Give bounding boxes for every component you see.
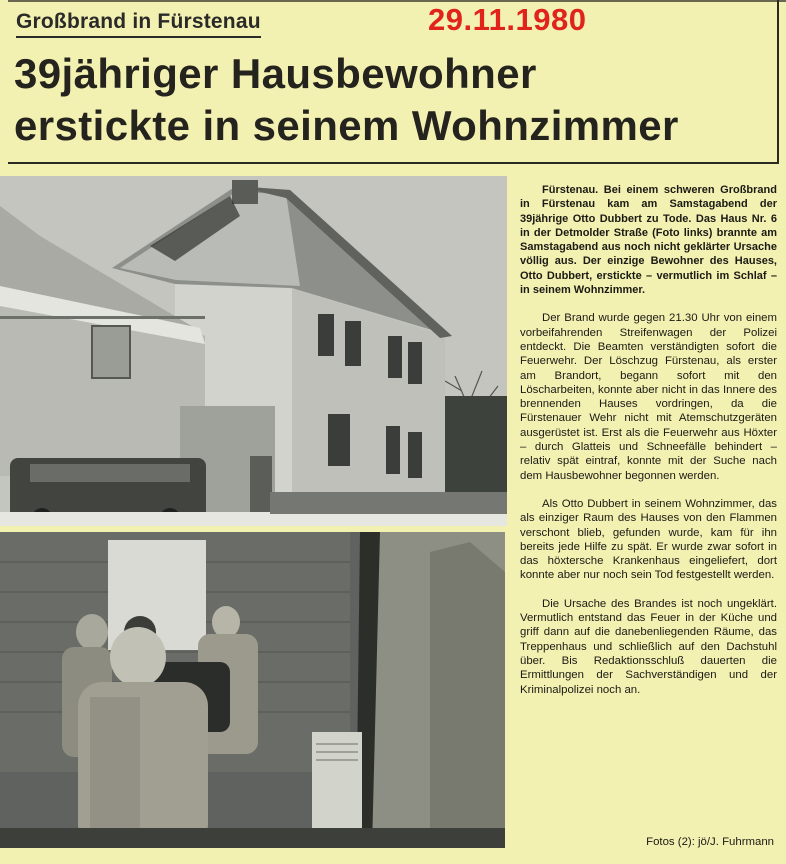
headline-line-2: erstickte in seinem Wohnzimmer: [14, 102, 679, 149]
article-body: [520, 183, 777, 697]
photo-credit: Fotos (2): jö/J. Fuhrmann: [646, 836, 774, 848]
article-lead: Fürstenau. Bei einem schweren Großbrand in Fürstenau kam am Samstagabend der 39jährige Otto Dubbert zu Tode. Das Haus Nr. 6 in der Detmolder Straße (Foto links) brannte am Samstagabend aus noch nicht geklärter Ursache völlig aus. Der einzige Bewohner des Hauses, Otto Dubbert, erstickte – vermutlich im Schlaf – in seinem Wohnzimmer.: [520, 184, 777, 297]
article-paragraph: Die Ursache des Brandes ist noch ungeklärt. Vermutlich entstand das Feuer in der Küche und griff dann auf die danebenliegenden Räume, das Treppenhaus und schließlich auf den Dachstuhl über. Bis Redaktionsschluß dauerten die Ermittlungen der Sachverständigen und der Kriminalpolizei noch an.: [520, 597, 777, 696]
headline: [14, 48, 679, 152]
article-paragraph: Der Brand wurde gegen 21.30 Uhr von einem vorbeifahrenden Streifenwagen der Polizei entdeckt. Die Beamten verständigten sofort die Feuerwehr. Der Löschzug Fürstenau, als erster am Brandort, begann sofort mit den Löscharbeiten, konnte aber nicht in das Innere des brennenden Hauses vordringen, da die Fürstenauer Wehr nicht mit Atemschutzgeräten ausgerüstet ist. Erst als die Feuerwehr aus Höxter – durch Glatteis und Schneefälle behindert – relativ spät eintraf, konnte mit der Suche nach dem Hausbewohner begonnen werden.: [520, 312, 777, 482]
headline-line-1: 39jähriger Hausbewohner: [14, 50, 537, 97]
house-photo: [0, 176, 507, 526]
rescue-photo: [0, 532, 505, 848]
kicker: Großbrand in Fürstenau: [16, 10, 261, 38]
date-stamp: 29.11.1980: [428, 2, 587, 37]
article-paragraph: Als Otto Dubbert in seinem Wohnzimmer, das als einziger Raum des Hauses von den Flammen verschont blieb, gefunden wurde, kam für ihn bereits jede Hilfe zu spät. Er wurde zwar sofort in das höxtersche Krankenhaus eingeliefert, dort konnte aber nur noch sein Tod festgestellt werden.: [520, 497, 777, 582]
